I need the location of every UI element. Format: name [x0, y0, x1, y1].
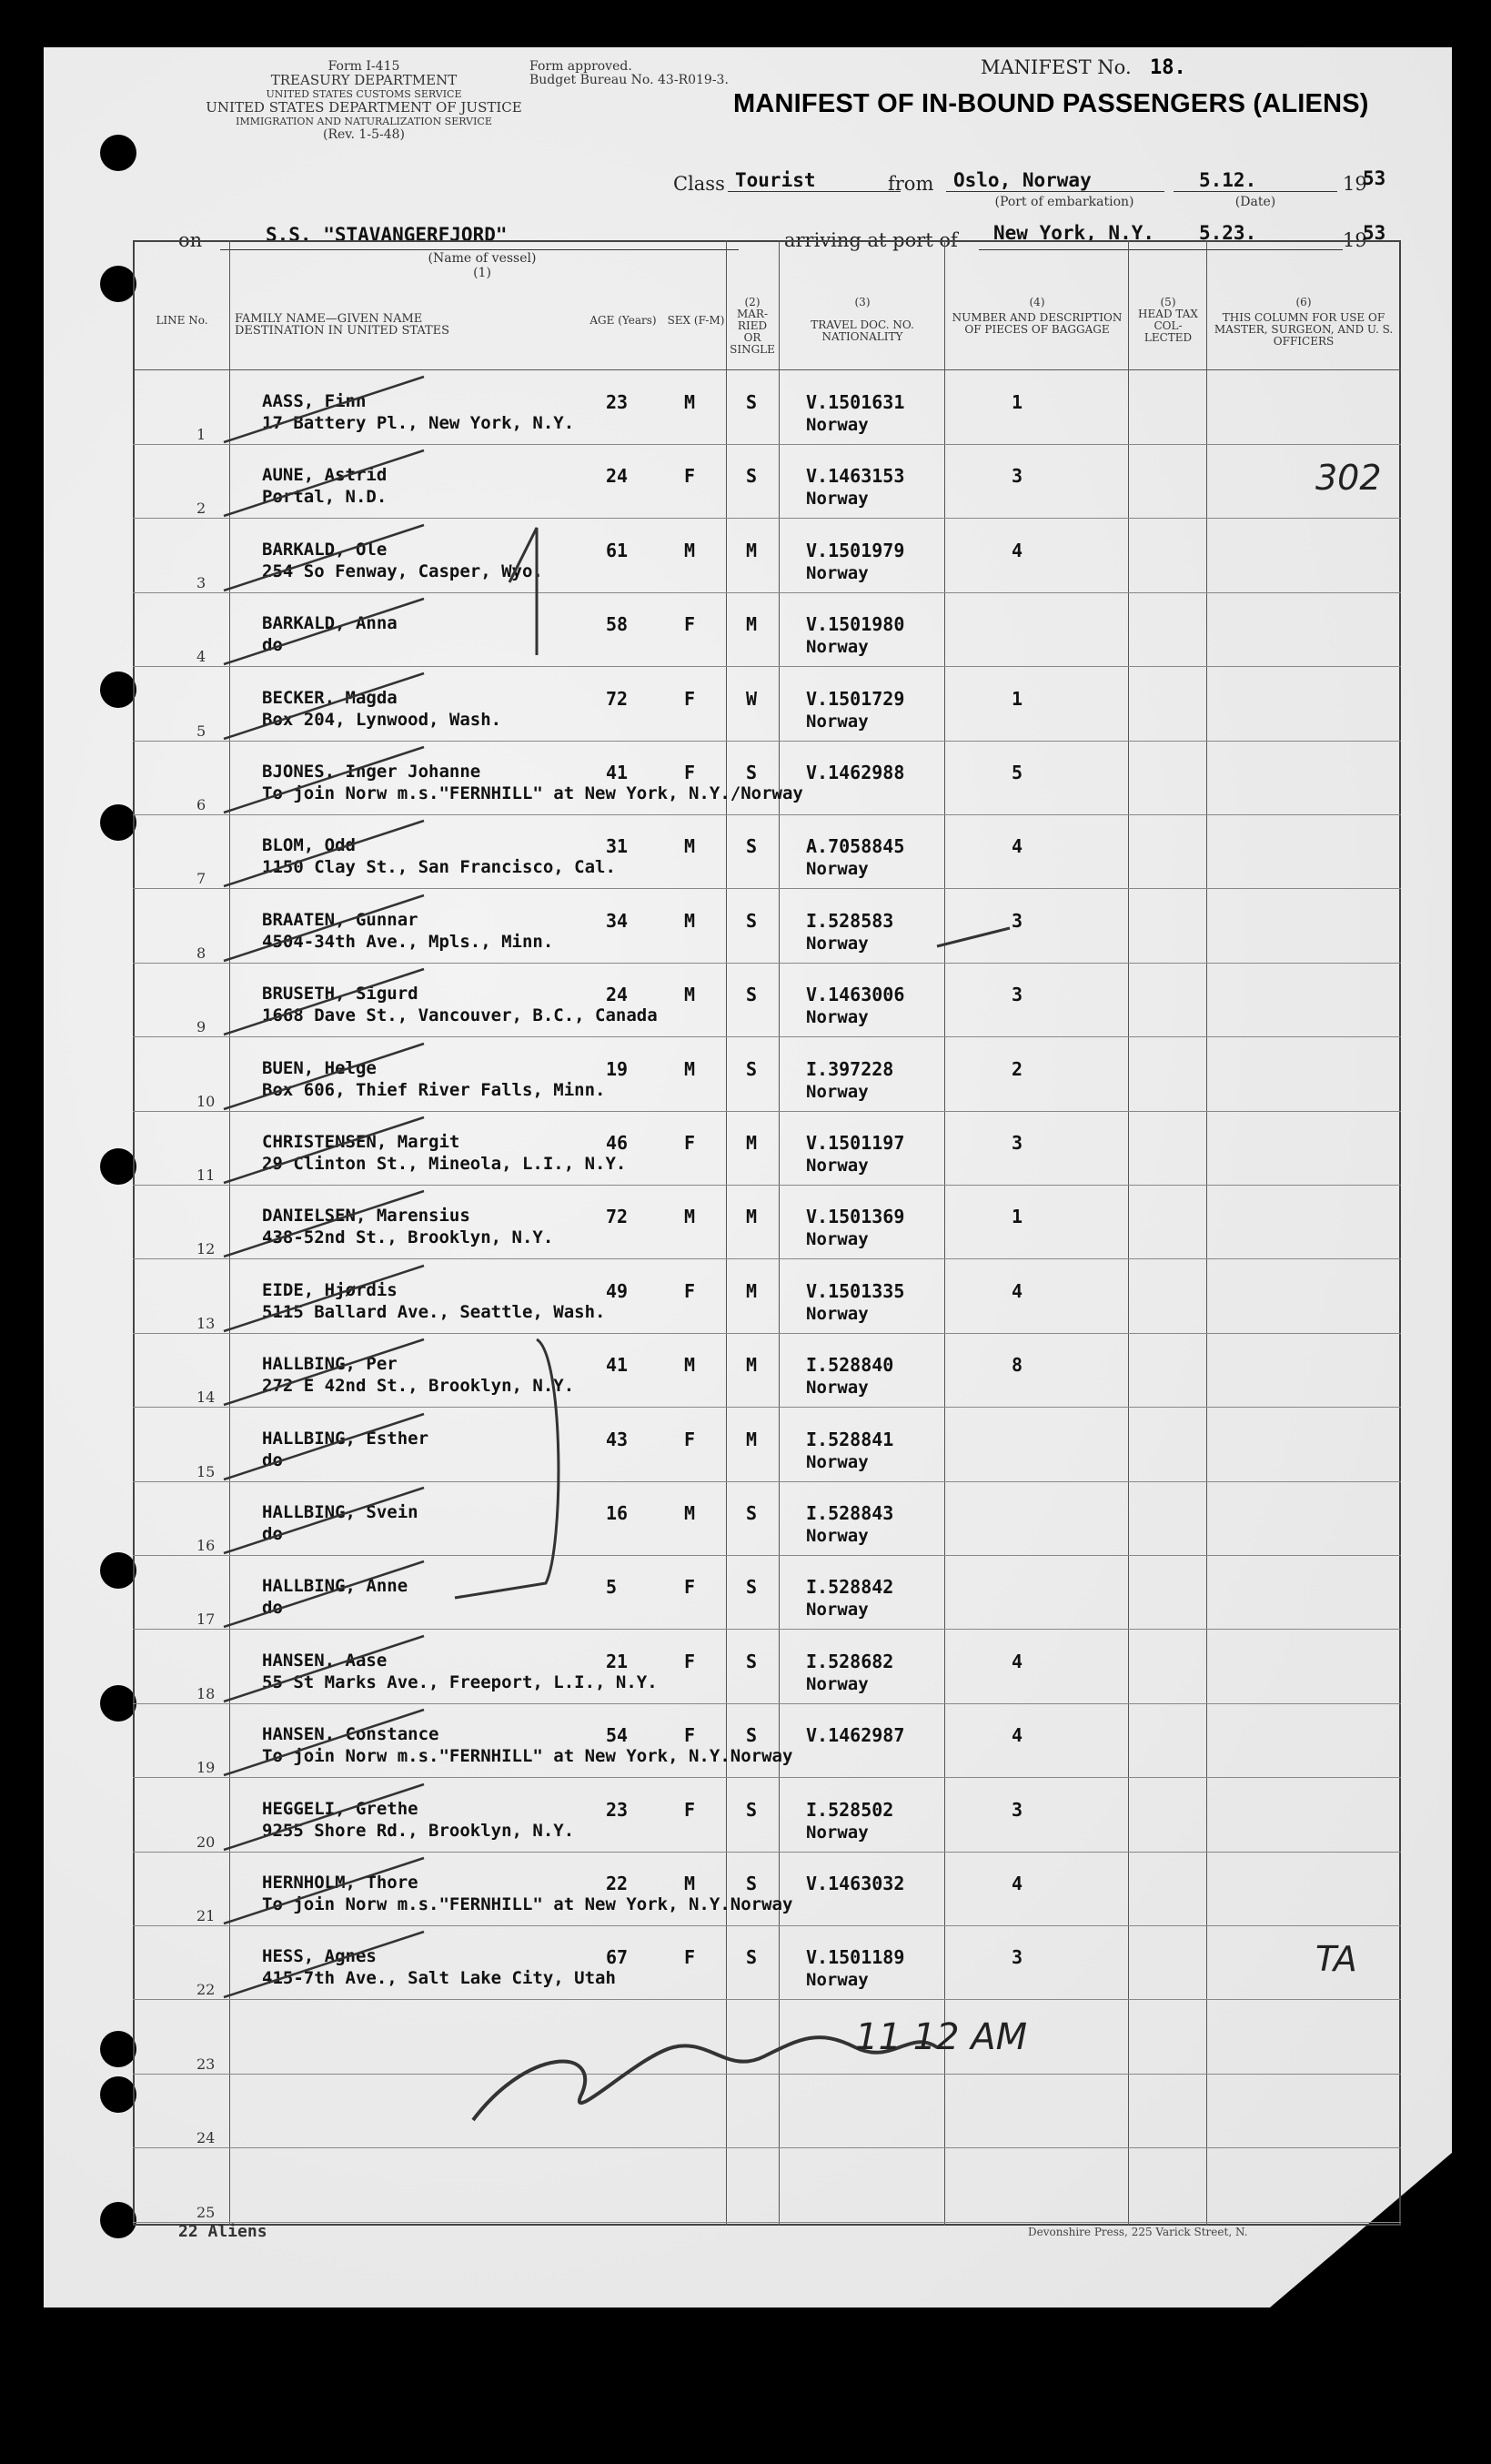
marital-status: M: [746, 1354, 758, 1377]
passenger-destination: Portal, N.D.: [262, 487, 388, 508]
travel-doc-no: V.1501729: [806, 687, 905, 710]
passenger-name: CHRISTENSEN, Margit: [262, 1132, 460, 1152]
manifest-no-label: MANIFEST No.: [981, 56, 1132, 78]
col-header-nationality: NATIONALITY: [821, 330, 903, 343]
baggage-count: 4: [1012, 835, 1023, 858]
line-number: 7: [196, 870, 207, 888]
travel-doc-no: V.1462988: [806, 762, 905, 783]
line-number: 17: [196, 1611, 216, 1629]
justice-dept: UNITED STATES DEPARTMENT OF JUSTICE: [206, 99, 522, 116]
nationality: Norway: [806, 1007, 869, 1028]
marital-status: W: [746, 687, 758, 710]
passenger-name: BARKALD, Anna: [262, 613, 398, 634]
arriving-label: arriving at port of: [784, 229, 958, 251]
arrival-port: New York, N.Y.: [993, 222, 1155, 244]
passenger-name: HESS, Agnes: [262, 1946, 377, 1967]
bracket-mark: [509, 528, 537, 655]
passenger-age: 41: [606, 762, 629, 783]
travel-doc-no: I.528583: [806, 909, 894, 932]
nationality: Norway: [806, 1229, 869, 1250]
passenger-age: 49: [606, 1279, 629, 1302]
family-bracket: [455, 1339, 559, 1598]
marital-status: M: [746, 1428, 758, 1450]
nationality: Norway: [806, 1673, 869, 1694]
signature-time: 11 12 AM: [855, 2016, 1028, 2058]
passenger-destination: 55 St Marks Ave., Freeport, L.I., N.Y.: [262, 1671, 658, 1692]
marital-status: S: [746, 1057, 758, 1080]
nationality: Norway: [806, 1303, 869, 1324]
passenger-age: 31: [606, 835, 629, 858]
arrival-date: 5.23.: [1199, 222, 1257, 244]
vessel-col-number: (1): [473, 266, 491, 280]
passenger-age: 19: [606, 1057, 629, 1080]
passenger-sex: M: [684, 1206, 696, 1228]
marital-status: M: [746, 613, 758, 636]
passenger-name: EIDE, Hjørdis: [262, 1279, 398, 1300]
passenger-destination: 5115 Ballard Ave., Seattle, Wash.: [262, 1301, 606, 1322]
passenger-age: 54: [606, 1724, 629, 1747]
passenger-name: BUEN, Helge: [262, 1057, 377, 1078]
travel-doc-no: V.1501979: [806, 539, 905, 561]
travel-doc-no: I.397228: [806, 1057, 894, 1080]
nationality: Norway: [806, 859, 869, 880]
treasury-dept: TREASURY DEPARTMENT: [270, 72, 458, 88]
passenger-sex: F: [684, 1724, 696, 1747]
passenger-sex: F: [684, 1946, 696, 1969]
line-number: 11: [196, 1166, 216, 1184]
port-of-embarkation: Oslo, Norway: [953, 169, 1092, 191]
travel-doc-no: I.528502: [806, 1798, 894, 1821]
passenger-sex: M: [684, 539, 696, 561]
passenger-name: HALLBING, Svein: [262, 1502, 418, 1522]
col-header-destination: DESTINATION IN UNITED STATES: [235, 324, 450, 338]
passenger-age: 24: [606, 465, 629, 488]
baggage-count: 1: [1012, 1206, 1023, 1228]
passenger-destination: Box 606, Thief River Falls, Minn.: [262, 1079, 606, 1100]
passenger-sex: F: [684, 1428, 696, 1450]
passenger-name: HERNHOLM, Thore: [262, 1873, 418, 1893]
passenger-sex: M: [684, 1354, 696, 1377]
passenger-destination: To join Norw m.s."FERNHILL" at New York, N.Y.Norway: [262, 1746, 793, 1767]
passenger-destination: do: [262, 635, 283, 656]
passenger-sex: M: [684, 835, 696, 858]
passenger-name: BLOM, Odd: [262, 835, 356, 856]
passenger-sex: F: [684, 465, 696, 488]
line-number: 9: [196, 1018, 207, 1036]
nationality: Norway: [806, 1081, 869, 1102]
arrival-year: 53: [1363, 222, 1386, 244]
passenger-sex: M: [684, 909, 696, 932]
passenger-sex: F: [684, 687, 696, 710]
line-number: 1: [196, 426, 207, 443]
baggage-count: 1: [1012, 687, 1023, 710]
passenger-age: 58: [606, 613, 629, 636]
alien-count: 22 Aliens: [178, 2222, 267, 2241]
officer-note: TA: [1315, 1939, 1357, 1980]
baggage-count: 1: [1012, 391, 1023, 413]
check-mark: [937, 928, 1010, 946]
line-number: 10: [196, 1092, 216, 1110]
nationality: Norway: [806, 933, 869, 954]
col-number-6: (6): [1295, 296, 1312, 308]
passenger-name: BRUSETH, Sigurd: [262, 984, 418, 1005]
vessel-caption: (Name of vessel): [428, 251, 537, 266]
passenger-sex: M: [684, 1873, 696, 1894]
line-number: 4: [196, 648, 207, 666]
passenger-sex: F: [684, 613, 696, 636]
baggage-count: 3: [1012, 465, 1023, 488]
line-number: 15: [196, 1462, 216, 1480]
line-number: 19: [196, 1759, 216, 1777]
passenger-name: AASS, Finn: [262, 391, 367, 411]
line-number: 21: [196, 1907, 216, 1924]
budget-bureau-no: Budget Bureau No. 43-R019-3.: [529, 73, 729, 87]
travel-doc-no: V.1501631: [806, 391, 905, 413]
passenger-name: HANSEN, Constance: [262, 1724, 439, 1745]
passenger-sex: F: [684, 1576, 696, 1599]
passenger-sex: F: [684, 762, 696, 783]
passenger-age: 41: [606, 1354, 629, 1377]
line-number: 3: [196, 573, 207, 591]
passenger-name: DANIELSEN, Marensius: [262, 1206, 470, 1227]
travel-doc-no: V.1501197: [806, 1132, 905, 1154]
nationality: Norway: [806, 1451, 869, 1472]
passenger-age: 23: [606, 391, 629, 413]
ins-service: IMMIGRATION AND NATURALIZATION SERVICE: [236, 116, 492, 127]
marital-status: M: [746, 1279, 758, 1302]
travel-doc-no: I.528842: [806, 1576, 894, 1599]
year-prefix-1: 19: [1343, 173, 1367, 195]
line-number: 16: [196, 1537, 216, 1554]
marital-status: S: [746, 909, 758, 932]
departure-year: 53: [1363, 167, 1386, 189]
passenger-age: 46: [606, 1132, 629, 1154]
baggage-count: 4: [1012, 1279, 1023, 1302]
col-number-2: (2): [744, 296, 761, 308]
passenger-destination: 415-7th Ave., Salt Lake City, Utah: [262, 1968, 616, 1989]
nationality: Norway: [806, 1378, 869, 1399]
marital-status: M: [746, 1206, 758, 1228]
marital-status: M: [746, 539, 758, 561]
nationality: Norway: [806, 1600, 869, 1621]
passenger-age: 61: [606, 539, 629, 561]
passenger-sex: F: [684, 1279, 696, 1302]
date-caption: (Date): [1234, 195, 1276, 209]
baggage-count: 3: [1012, 1132, 1023, 1154]
col-number-5: (5): [1160, 296, 1176, 308]
col-header-age: AGE (Years): [589, 314, 657, 327]
departure-date: 5.12.: [1199, 169, 1257, 191]
travel-doc-no: A.7058845: [806, 835, 905, 858]
form-revision: (Rev. 1-5-48): [323, 127, 405, 142]
marital-status: S: [746, 1724, 758, 1747]
line-number: 20: [196, 1833, 216, 1851]
baggage-count: 3: [1012, 984, 1023, 1006]
passenger-age: 21: [606, 1650, 629, 1672]
passenger-name: AUNE, Astrid: [262, 465, 388, 486]
travel-doc-no: V.1462987: [806, 1724, 905, 1747]
marital-status: S: [746, 391, 758, 413]
line-number: 12: [196, 1240, 216, 1258]
baggage-count: 2: [1012, 1057, 1023, 1080]
passenger-age: 72: [606, 687, 629, 710]
passenger-name: BJONES, Inger Johanne: [262, 762, 481, 782]
marital-status: S: [746, 1946, 758, 1969]
passenger-name: HANSEN, Aase: [262, 1650, 388, 1671]
col-header-sex: SEX (F-M): [667, 314, 725, 327]
from-label: from: [888, 173, 934, 195]
on-label: on: [178, 229, 203, 251]
baggage-count: 3: [1012, 1798, 1023, 1821]
baggage-count: 4: [1012, 1873, 1023, 1894]
vessel-name: S.S. "STAVANGERFJORD": [266, 224, 508, 246]
baggage-count: 4: [1012, 1724, 1023, 1747]
line-number: 14: [196, 1389, 216, 1407]
nationality: Norway: [806, 415, 869, 435]
passenger-sex: F: [684, 1650, 696, 1672]
passenger-age: 23: [606, 1798, 629, 1821]
passenger-destination: 1150 Clay St., San Francisco, Cal.: [262, 857, 616, 878]
travel-doc-no: I.528682: [806, 1650, 894, 1672]
passenger-destination: do: [262, 1598, 283, 1619]
passenger-destination: 1668 Dave St., Vancouver, B.C., Canada: [262, 1005, 658, 1026]
col-header-officers-text: THIS COLUMN FOR USE OF MASTER, SURGEON, AND U. S. OFFICERS: [1214, 311, 1394, 348]
nationality: Norway: [806, 1970, 869, 1991]
nationality: Norway: [806, 562, 869, 583]
passenger-name: BRAATEN, Gunnar: [262, 909, 418, 930]
marital-status: S: [746, 1576, 758, 1599]
passenger-age: 24: [606, 984, 629, 1006]
passenger-age: 5: [606, 1576, 618, 1599]
marital-status: S: [746, 1502, 758, 1524]
passenger-sex: M: [684, 1502, 696, 1524]
line-number: 13: [196, 1314, 216, 1332]
line-number: 23: [196, 2055, 216, 2073]
col-header-baggage-text: NUMBER AND DESCRIPTION OF PIECES OF BAGGAGE: [952, 311, 1123, 336]
page-title: MANIFEST OF IN-BOUND PASSENGERS (ALIENS): [733, 89, 1369, 118]
line-number: 18: [196, 1684, 216, 1702]
marital-status: M: [746, 1132, 758, 1154]
passenger-destination: 272 E 42nd St., Brooklyn, N.Y.: [262, 1376, 575, 1397]
marital-status: S: [746, 1650, 758, 1672]
officer-note: 302: [1315, 458, 1382, 499]
form-approved: Form approved.: [529, 59, 632, 74]
travel-doc-no: V.1501189: [806, 1946, 905, 1969]
nationality: Norway: [806, 637, 869, 658]
passenger-sex: M: [684, 391, 696, 413]
passenger-sex: F: [684, 1132, 696, 1154]
marital-status: S: [746, 835, 758, 858]
passenger-destination: do: [262, 1449, 283, 1470]
baggage-count: 8: [1012, 1354, 1023, 1377]
passenger-destination: 29 Clinton St., Mineola, L.I., N.Y.: [262, 1154, 627, 1174]
manifest-no-value: 18.: [1150, 56, 1186, 79]
travel-doc-no: V.1501369: [806, 1206, 905, 1228]
travel-doc-no: V.1463006: [806, 984, 905, 1006]
class-value: Tourist: [735, 169, 816, 191]
line-number: 8: [196, 944, 207, 962]
travel-doc-no: V.1501335: [806, 1279, 905, 1302]
passenger-name: HALLBING, Per: [262, 1354, 398, 1375]
baggage-count: 4: [1012, 1650, 1023, 1672]
passenger-age: 34: [606, 909, 629, 932]
travel-doc-no: V.1463032: [806, 1873, 905, 1894]
nationality: Norway: [806, 1822, 869, 1843]
baggage-count: 4: [1012, 539, 1023, 561]
line-number: 24: [196, 2129, 216, 2147]
year-prefix-2: 19: [1343, 229, 1367, 251]
class-label: Class: [673, 173, 725, 195]
col-number-3: (3): [854, 296, 871, 308]
passenger-age: 22: [606, 1873, 629, 1894]
marital-status: S: [746, 465, 758, 488]
nationality: Norway: [806, 489, 869, 510]
travel-doc-no: V.1501980: [806, 613, 905, 636]
customs-service: UNITED STATES CUSTOMS SERVICE: [266, 88, 462, 100]
col-header-doc-text: TRAVEL DOC. NO.: [811, 318, 914, 331]
line-number: 5: [196, 722, 207, 740]
passenger-destination: Box 204, Lynwood, Wash.: [262, 709, 502, 730]
col-number-4: (4): [1029, 296, 1045, 308]
passenger-destination: To join Norw m.s."FERNHILL" at New York, N.Y.Norway: [262, 1894, 793, 1914]
line-number: 25: [196, 2203, 216, 2221]
marital-status: S: [746, 762, 758, 783]
passenger-destination: To join Norw m.s."FERNHILL" at New York, N.Y./Norway: [262, 783, 803, 803]
travel-doc-no: I.528843: [806, 1502, 894, 1524]
passenger-destination: 17 Battery Pl., New York, N.Y.: [262, 413, 575, 433]
travel-doc-no: I.528840: [806, 1354, 894, 1377]
baggage-count: 3: [1012, 909, 1023, 932]
nationality: Norway: [806, 711, 869, 732]
passenger-name: HALLBING, Esther: [262, 1428, 429, 1449]
col-header-married-text: MAR-RIED OR SINGLE: [730, 308, 775, 356]
passenger-age: 72: [606, 1206, 629, 1228]
travel-doc-no: I.528841: [806, 1428, 894, 1450]
col-header-line: LINE No.: [156, 314, 208, 327]
marital-status: S: [746, 1873, 758, 1894]
printer-credit: Devonshire Press, 225 Varick Street, N.: [1028, 2226, 1248, 2238]
passenger-age: 16: [606, 1502, 629, 1524]
passenger-age: 67: [606, 1946, 629, 1969]
passenger-destination: 254 So Fenway, Casper, Wyo.: [262, 560, 543, 581]
line-number: 22: [196, 1981, 216, 1999]
passenger-sex: F: [684, 1798, 696, 1821]
passenger-destination: do: [262, 1524, 283, 1544]
passenger-destination: 4504-34th Ave., Mpls., Minn.: [262, 931, 554, 952]
line-number: 2: [196, 500, 207, 518]
nationality: Norway: [806, 1526, 869, 1546]
marital-status: S: [746, 984, 758, 1006]
passenger-age: 43: [606, 1428, 629, 1450]
passenger-destination: 9255 Shore Rd., Brooklyn, N.Y.: [262, 1820, 575, 1841]
passenger-sex: M: [684, 984, 696, 1006]
passenger-name: HEGGELI, Grethe: [262, 1798, 418, 1819]
form-number: Form I-415: [327, 59, 400, 74]
marital-status: S: [746, 1798, 758, 1821]
passenger-destination: 438-52nd St., Brooklyn, N.Y.: [262, 1227, 554, 1248]
line-number: 6: [196, 796, 207, 813]
baggage-count: 5: [1012, 762, 1023, 783]
passenger-name: BECKER, Magda: [262, 687, 398, 708]
col-header-tax-text: HEAD TAX COL-LECTED: [1138, 308, 1198, 344]
passenger-name: HALLBING, Anne: [262, 1576, 408, 1597]
nationality: Norway: [806, 1156, 869, 1176]
travel-doc-no: V.1463153: [806, 465, 905, 488]
passenger-sex: M: [684, 1057, 696, 1080]
passenger-name: BARKALD, Ole: [262, 539, 388, 560]
col-header-name-title: FAMILY NAME—GIVEN NAME: [235, 312, 423, 326]
port-caption: (Port of embarkation): [994, 195, 1134, 209]
baggage-count: 3: [1012, 1946, 1023, 1969]
